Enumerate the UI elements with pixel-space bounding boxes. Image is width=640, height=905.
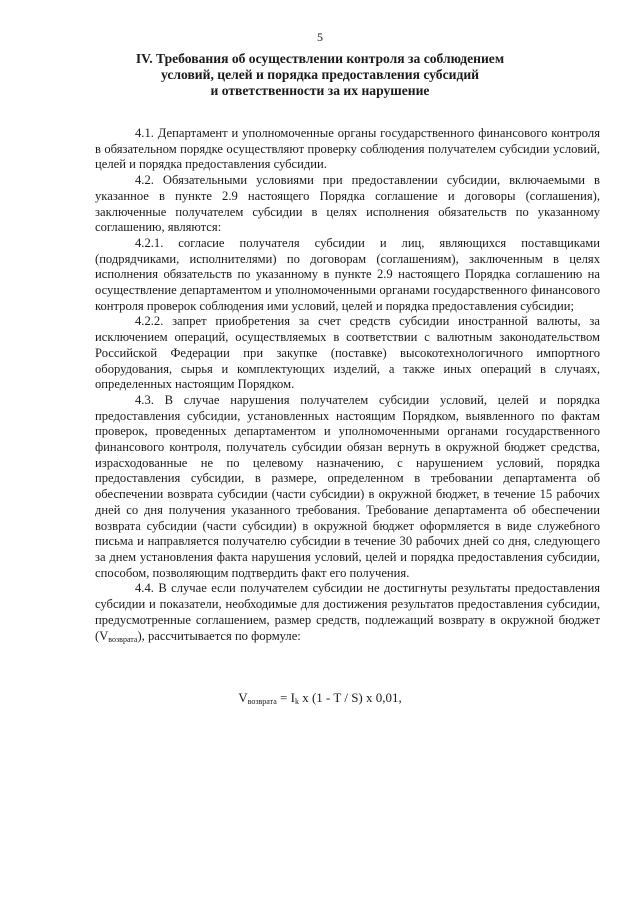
paragraph-4-3: 4.3. В случае нарушения получателем субсидии условий, целей и порядка предоставления субсидии, установленных настоящим Порядком, выявленного по фактам проверок, проведенных департаментом и уполномоченными органами государственного финансового контроля, получатель субсидии обязан вернуть в окружной бюджет средства, израсходованные не по целевому назначению, с нарушением условий, порядка предоставления субсидии, в размере, определенном в требовании департамента об обеспечении возврата субсидии (части субсидии) в окружной бюджет, в течение 15 рабочих дней со дня получения указанного требования. Требование департамента об обеспечении возврата субсидии (части субсидии) в окружной бюджет оформляется в виде служебного письма и направляется получателю субсидии в течение 30 рабочих дней со дня, следующего за днем установления факта нарушения условий, целей и порядка предоставления субсидии, способом, позволяющим подтвердить факт его получения. — [95, 392, 600, 580]
heading-line-2: условий, целей и порядка предоставления субсидий — [160, 67, 480, 82]
paragraph-4-4 — [95, 581, 600, 644]
paragraph-4-4-text-after: ), рассчитывается по формуле: — [137, 628, 301, 643]
formula-lhs-subscript: возврата — [247, 697, 277, 706]
paragraph-4-2-1: 4.2.1. согласие получателя субсидии и лиц, являющихся поставщиками (подрядчиками, исполнителями) по договорам (соглашениям), заключенным в целях исполнения обязательств по указанному в пункте 2.9 настоящего Порядка соглашению на осуществление департаментом и уполномоченными органами государственного финансового контроля проверок соблюдения ими условий, целей и порядка предоставления субсидии; — [95, 235, 600, 313]
heading-line-1: IV. Требования об осуществлении контроля за соблюдением — [135, 51, 505, 66]
formula-middle: = I — [276, 690, 295, 705]
formula-rhs: x (1 - T / S) x 0,01, — [298, 690, 402, 705]
refund-formula — [0, 690, 640, 706]
paragraph-4-2: 4.2. Обязательными условиями при предоставлении субсидии, включаемыми в указанное в пункте 2.9 настоящего Порядка соглашение и договоры (соглашения), заключенные получателем субсидии в целях исполнения обязательств по указанному соглашению, являются: — [95, 173, 600, 235]
paragraph-4-4-text: 4.4. В случае если получателем субсидии не достигнуты результаты предоставления субсидии и показатели, необходимые для достижения результатов предоставления субсидии, предусмотренные соглашением, размер средств, подлежащий возврату в окружной бюджет (V — [95, 581, 600, 643]
section-body — [95, 126, 600, 644]
paragraph-4-4-subscript: возврата — [108, 634, 138, 644]
paragraph-4-2-2: 4.2.2. запрет приобретения за счет средств субсидии иностранной валюты, за исключением операций, осуществляемых в соответствии с валютным законодательством Российской Федерации при закупке (поставке) высокотехнологичного импортного оборудования, сырья и комплектующих изделий, а также иных операций в случаях, определенных настоящим Порядком. — [95, 314, 600, 392]
heading-line-3: и ответственности за их нарушение — [210, 83, 430, 98]
section-heading — [0, 51, 640, 99]
paragraph-4-1: 4.1. Департамент и уполномоченные органы государственного финансового контроля в обязательном порядке осуществляют проверку соблюдения получателем субсидии условий, целей и порядка предоставления субсидии. — [95, 126, 600, 172]
page-number: 5 — [317, 30, 323, 44]
formula-middle-subscript: k — [294, 697, 299, 706]
formula-lhs: V — [238, 690, 248, 705]
